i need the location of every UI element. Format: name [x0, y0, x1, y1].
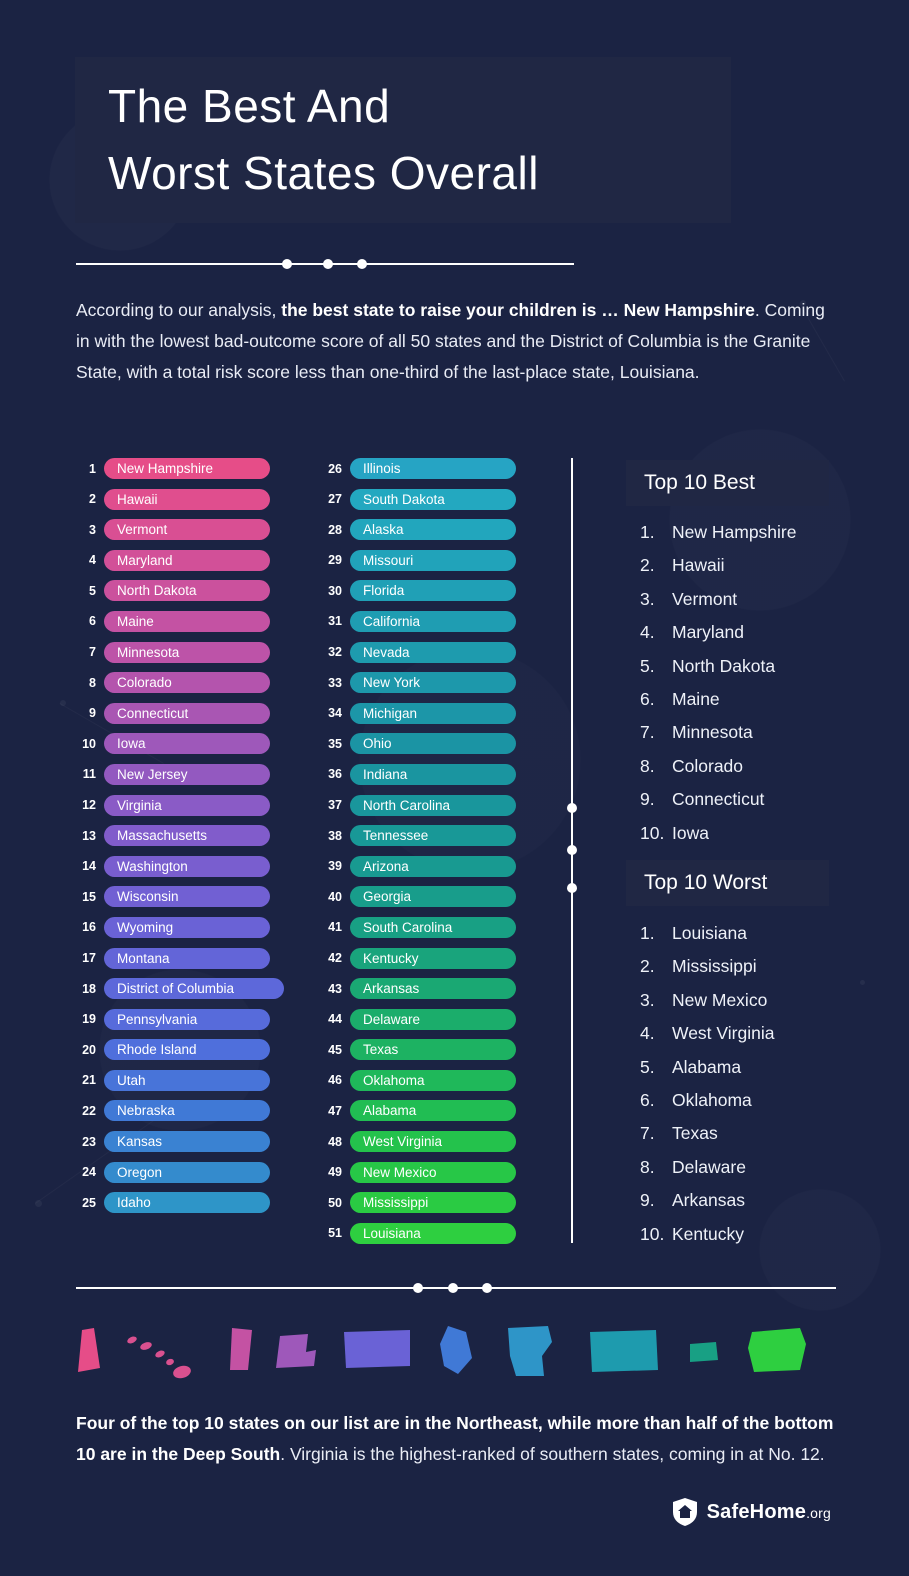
- list-item-label: Kentucky: [672, 1223, 744, 1244]
- state-shape-minnesota: [508, 1326, 552, 1376]
- list-item: [640, 789, 870, 810]
- state-pill: Oregon: [104, 1162, 270, 1183]
- list-item: [640, 1224, 870, 1245]
- state-pill: Maine: [104, 611, 270, 632]
- rank-number: 1: [89, 461, 96, 476]
- logo-text: [707, 1501, 831, 1524]
- rank-row: [316, 764, 516, 785]
- list-item-number: 2.: [640, 555, 655, 576]
- state-pill: New Mexico: [350, 1162, 516, 1183]
- rank-row: [316, 1100, 516, 1121]
- rank-row: [70, 917, 284, 938]
- rank-number: 29: [328, 553, 342, 568]
- list-item: [640, 756, 870, 777]
- rank-row: [316, 672, 516, 693]
- list-item-number: 9.: [640, 1190, 655, 1211]
- logo-name: SafeHome: [706, 1500, 807, 1523]
- rank-number: 30: [328, 583, 342, 598]
- state-pill: California: [350, 611, 516, 632]
- list-item-label: Texas: [672, 1123, 718, 1144]
- state-pill: Hawaii: [104, 489, 270, 510]
- state-pill: Rhode Island: [104, 1039, 270, 1060]
- list-item: [640, 522, 870, 543]
- rank-row: [316, 825, 516, 846]
- list-item-label: Louisiana: [672, 923, 747, 943]
- state-pill: Pennsylvania: [104, 1009, 270, 1030]
- rank-row: [70, 672, 284, 693]
- list-item-label: New Mexico: [672, 989, 768, 1010]
- list-item: [640, 956, 870, 977]
- rank-number: 43: [328, 981, 342, 996]
- bottom-divider: [76, 1287, 836, 1289]
- rank-number: 41: [328, 920, 342, 935]
- rank-row: [70, 825, 284, 846]
- rank-number: 9: [89, 706, 96, 721]
- rank-number: 38: [328, 828, 342, 843]
- state-shape-colorado: [590, 1330, 658, 1372]
- state-pill: Florida: [350, 580, 516, 601]
- state-pill: Alabama: [350, 1100, 516, 1121]
- state-pill: New Jersey: [104, 764, 270, 785]
- footer-bold: Four of the top 10 states on our list are in the Northeast, while more than half of the bottom 10 are in the Deep South: [76, 1413, 834, 1465]
- state-pill: Tennessee: [350, 825, 516, 846]
- rank-row: [70, 856, 284, 877]
- rank-column-1: [70, 458, 284, 1223]
- list-item-number: 7.: [640, 722, 655, 743]
- top-10-best-header: Top 10 Best: [626, 460, 829, 506]
- rank-row: [70, 1192, 284, 1213]
- rank-number: 21: [82, 1073, 96, 1088]
- rank-row: [316, 1039, 516, 1060]
- state-pill: Wyoming: [104, 917, 270, 938]
- list-item-number: 2.: [640, 956, 655, 977]
- divider-dot: [567, 883, 577, 893]
- page-title: [75, 57, 731, 223]
- state-shape-new-hampshire: [78, 1328, 100, 1372]
- top-divider: [76, 263, 574, 265]
- list-item: [640, 1023, 870, 1044]
- rank-row: [70, 519, 284, 540]
- state-pill: Connecticut: [104, 703, 270, 724]
- state-silhouettes: [70, 1322, 840, 1392]
- rank-number: 40: [328, 889, 342, 904]
- list-item-label: Delaware: [672, 1156, 746, 1177]
- top-10-worst-header: Top 10 Worst: [626, 860, 829, 906]
- rank-number: 35: [328, 736, 342, 751]
- divider-dot: [448, 1283, 458, 1293]
- rank-row: [70, 886, 284, 907]
- rank-number: 25: [82, 1195, 96, 1210]
- divider-dot: [567, 803, 577, 813]
- rank-row: [316, 1192, 516, 1213]
- state-shape-maine: [440, 1326, 472, 1374]
- state-pill: Vermont: [104, 519, 270, 540]
- rank-row: [70, 1009, 284, 1030]
- rank-row: [70, 550, 284, 571]
- rank-row: [70, 1100, 284, 1121]
- state-pill: Nebraska: [104, 1100, 270, 1121]
- rank-number: 3: [89, 522, 96, 537]
- rank-number: 32: [328, 645, 342, 660]
- rank-row: [70, 458, 284, 479]
- state-pill: Louisiana: [350, 1223, 516, 1244]
- intro-paragraph: [76, 295, 831, 388]
- rank-number: 28: [328, 522, 342, 537]
- top-10-best-list: [640, 522, 870, 856]
- list-item-number: 5.: [640, 1056, 655, 1077]
- state-shape-iowa: [748, 1328, 806, 1372]
- rank-row: [316, 886, 516, 907]
- rank-row: [316, 1131, 516, 1152]
- rank-row: [70, 489, 284, 510]
- state-pill: Idaho: [104, 1192, 270, 1213]
- state-shape-maryland: [276, 1334, 316, 1368]
- divider-dot: [413, 1283, 423, 1293]
- list-item: [640, 1090, 870, 1111]
- rank-number: 5: [89, 583, 96, 598]
- state-pill: District of Columbia: [104, 978, 284, 999]
- rank-row: [316, 550, 516, 571]
- footer-note: [76, 1408, 836, 1470]
- rank-number: 34: [328, 706, 342, 721]
- divider-dot: [357, 259, 367, 269]
- rank-row: [316, 642, 516, 663]
- state-pill: Washington: [104, 856, 270, 877]
- list-item-label: Alabama: [672, 1056, 742, 1077]
- rank-number: 4: [89, 553, 96, 568]
- list-item: [640, 622, 870, 643]
- rank-row: [316, 795, 516, 816]
- state-pill: Virginia: [104, 795, 270, 816]
- rank-number: 49: [328, 1165, 342, 1180]
- state-pill: Montana: [104, 948, 270, 969]
- rank-row: [316, 519, 516, 540]
- state-pill: North Carolina: [350, 795, 516, 816]
- logo-tld: .org: [806, 1504, 831, 1521]
- list-item-number: 10.: [640, 822, 665, 843]
- list-item-number: 7.: [640, 1123, 655, 1144]
- rank-number: 23: [82, 1134, 96, 1149]
- state-pill: Oklahoma: [350, 1070, 516, 1091]
- rank-number: 2: [89, 492, 96, 507]
- list-item-number: 3.: [640, 989, 655, 1010]
- list-item-number: 4.: [640, 1023, 655, 1044]
- rank-row: [70, 795, 284, 816]
- state-pill: Michigan: [350, 703, 516, 724]
- list-item: [640, 689, 870, 710]
- state-pill: Massachusetts: [104, 825, 270, 846]
- rank-row: [316, 978, 516, 999]
- footer-rest: . Virginia is the highest-ranked of southern states, coming in at No. 12.: [280, 1444, 825, 1465]
- rank-number: 39: [328, 859, 342, 874]
- rank-number: 7: [89, 645, 96, 660]
- rank-row: [70, 978, 284, 999]
- rank-row: [70, 1162, 284, 1183]
- list-item-number: 1.: [640, 923, 655, 943]
- rank-row: [70, 733, 284, 754]
- rank-row: [316, 458, 516, 479]
- rank-row: [70, 1039, 284, 1060]
- list-item: [640, 1190, 870, 1211]
- divider-dot: [482, 1283, 492, 1293]
- rank-row: [316, 489, 516, 510]
- state-pill: Texas: [350, 1039, 516, 1060]
- rank-row: [316, 580, 516, 601]
- state-pill: Georgia: [350, 886, 516, 907]
- rank-number: 22: [82, 1103, 96, 1118]
- state-pill: New York: [350, 672, 516, 693]
- rank-number: 37: [328, 798, 342, 813]
- state-pill: Alaska: [350, 519, 516, 540]
- list-item-label: Arkansas: [672, 1190, 745, 1211]
- rank-row: [316, 856, 516, 877]
- list-item-number: 10.: [640, 1223, 665, 1244]
- list-item: [640, 1057, 870, 1078]
- list-item-label: Colorado: [672, 755, 744, 776]
- list-item: [640, 722, 870, 743]
- list-item: [640, 656, 870, 677]
- rank-number: 16: [82, 920, 96, 935]
- state-pill: Indiana: [350, 764, 516, 785]
- safehome-logo[interactable]: [672, 1497, 831, 1527]
- rank-number: 10: [82, 736, 96, 751]
- rank-number: 17: [82, 951, 96, 965]
- rank-number: 50: [328, 1195, 342, 1210]
- rank-number: 26: [328, 461, 342, 476]
- rank-row: [70, 580, 284, 601]
- list-item-label: Maine: [672, 688, 720, 709]
- state-shape-vermont: [230, 1328, 252, 1370]
- title-line-1: The Best And: [108, 80, 391, 133]
- rank-number: 33: [328, 675, 342, 690]
- state-pill: Arkansas: [350, 978, 516, 999]
- divider-dot: [323, 259, 333, 269]
- list-item-number: 1.: [640, 522, 655, 542]
- list-item-label: Connecticut: [672, 789, 765, 810]
- rank-number: 42: [328, 951, 342, 965]
- list-item-number: 4.: [640, 622, 655, 643]
- rank-number: 27: [328, 492, 342, 507]
- list-item: [640, 923, 870, 944]
- divider-dot: [282, 259, 292, 269]
- list-item-label: New Hampshire: [672, 522, 797, 542]
- list-item: [640, 823, 870, 844]
- list-item-number: 5.: [640, 655, 655, 676]
- rank-number: 13: [82, 828, 96, 843]
- state-pill: New Hampshire: [104, 458, 270, 479]
- list-item-number: 3.: [640, 588, 655, 609]
- divider-dot: [567, 845, 577, 855]
- rank-row: [70, 764, 284, 785]
- rank-number: 24: [82, 1165, 96, 1180]
- state-pill: Delaware: [350, 1009, 516, 1030]
- rank-row: [70, 611, 284, 632]
- rank-row: [316, 703, 516, 724]
- rank-row: [316, 1223, 516, 1244]
- state-pill: Nevada: [350, 642, 516, 663]
- state-shape-connecticut: [690, 1342, 718, 1362]
- rank-row: [70, 642, 284, 663]
- list-item-label: Oklahoma: [672, 1089, 752, 1110]
- rank-column-2: [316, 458, 516, 1253]
- list-item-label: Hawaii: [672, 555, 725, 576]
- state-shape-hawaii: [126, 1335, 192, 1380]
- state-pill: Kansas: [104, 1131, 270, 1152]
- vertical-divider: [571, 458, 573, 1243]
- state-pill: Ohio: [350, 733, 516, 754]
- rank-number: 15: [82, 889, 96, 904]
- list-item-label: Iowa: [672, 822, 709, 843]
- list-item-number: 6.: [640, 1089, 655, 1110]
- state-pill: South Dakota: [350, 489, 516, 510]
- state-pill: Minnesota: [104, 642, 270, 663]
- rank-number: 45: [328, 1042, 342, 1057]
- intro-part-2: . Coming in with the lowest bad-outcome score of all 50 states and the District of Columbia is the Granite State, with a total risk score less than one-third of the last-place state, Louisiana.: [76, 300, 825, 383]
- shield-house-icon: [672, 1497, 698, 1527]
- rank-row: [316, 733, 516, 754]
- list-item-label: Maryland: [672, 622, 744, 643]
- rank-row: [70, 948, 284, 969]
- rank-row: [70, 1131, 284, 1152]
- list-item: [640, 1157, 870, 1178]
- list-item-label: Vermont: [672, 588, 738, 609]
- list-item-number: 8.: [640, 1156, 655, 1177]
- title-line-2: Worst States Overall: [108, 147, 539, 199]
- rank-row: [316, 917, 516, 938]
- state-pill: Missouri: [350, 550, 516, 571]
- list-item-label: North Dakota: [672, 655, 776, 676]
- list-item-number: 6.: [640, 688, 655, 709]
- rank-number: 18: [82, 981, 96, 996]
- state-pill: Mississippi: [350, 1192, 516, 1213]
- state-pill: Maryland: [104, 550, 270, 571]
- rank-row: [70, 1070, 284, 1091]
- state-pill: Illinois: [350, 458, 516, 479]
- rank-number: 47: [328, 1103, 342, 1118]
- state-pill: Arizona: [350, 856, 516, 877]
- rank-number: 44: [328, 1012, 342, 1027]
- intro-part-1: According to our analysis,: [76, 300, 282, 320]
- rank-row: [316, 1070, 516, 1091]
- rank-number: 14: [82, 859, 96, 874]
- rank-number: 8: [89, 675, 96, 690]
- rank-row: [316, 1009, 516, 1030]
- list-item: [640, 555, 870, 576]
- state-pill: Colorado: [104, 672, 270, 693]
- list-item: [640, 589, 870, 610]
- list-item: [640, 990, 870, 1011]
- state-pill: South Carolina: [350, 917, 516, 938]
- list-item-label: Minnesota: [672, 722, 753, 743]
- rank-number: 48: [328, 1134, 342, 1149]
- rank-number: 31: [328, 614, 342, 629]
- rank-number: 11: [82, 767, 96, 782]
- rank-number: 51: [328, 1226, 342, 1241]
- state-pill: Kentucky: [350, 948, 516, 969]
- intro-bold-1: the best state to raise your children is … New Hampshire: [281, 300, 755, 320]
- list-item-number: 9.: [640, 789, 655, 810]
- list-item-label: West Virginia: [672, 1023, 775, 1044]
- state-pill: Utah: [104, 1070, 270, 1091]
- state-pill: Wisconsin: [104, 886, 270, 907]
- list-item: [640, 1123, 870, 1144]
- list-item-label: Mississippi: [672, 956, 757, 977]
- top-10-worst-list: [640, 923, 870, 1257]
- rank-number: 19: [82, 1012, 96, 1027]
- rank-row: [316, 948, 516, 969]
- rank-number: 36: [328, 767, 342, 782]
- rank-number: 20: [82, 1042, 96, 1057]
- state-pill: Iowa: [104, 733, 270, 754]
- rank-number: 46: [328, 1073, 342, 1088]
- state-shape-north-dakota: [344, 1330, 410, 1368]
- rank-row: [316, 1162, 516, 1183]
- rank-number: 12: [82, 798, 96, 813]
- rank-row: [316, 611, 516, 632]
- list-item-number: 8.: [640, 755, 655, 776]
- rank-row: [70, 703, 284, 724]
- state-pill: West Virginia: [350, 1131, 516, 1152]
- state-pill: North Dakota: [104, 580, 270, 601]
- rank-number: 6: [89, 614, 96, 629]
